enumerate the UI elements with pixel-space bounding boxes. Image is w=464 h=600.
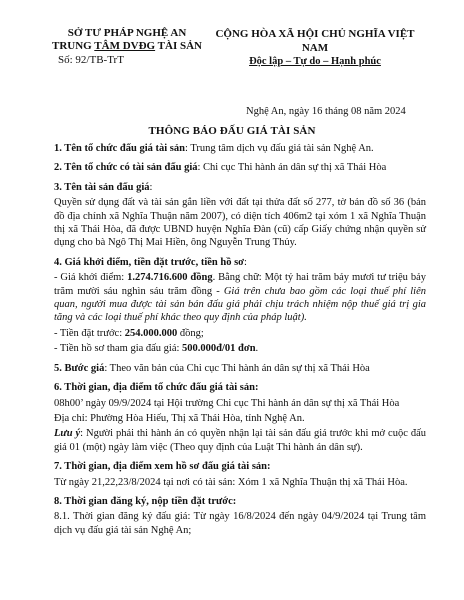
- file-fee: - Tiền hồ sơ tham gia đấu giá: 500.000đ/01 đơn.: [54, 343, 259, 355]
- section-2: 2. Tên tổ chức có tài sản đấu giá: Chi cục Thi hành án dân sự thị xã Thái Hòa: [54, 162, 387, 174]
- national-header: [204, 27, 426, 69]
- auction-address: Địa chỉ: Phường Hòa Hiếu, Thị xã Thái Hòa, tỉnh Nghệ An.: [54, 412, 305, 424]
- section-7-text: Từ ngày 21,22,23/8/2024 tại nơi có tài sản: Xóm 1 xã Nghĩa Thuận thị xã Thái Hòa.: [54, 476, 408, 488]
- deposit: - Tiền đặt trước: 254.000.000 đồng;: [54, 327, 204, 339]
- org-line1: SỞ TƯ PHÁP NGHỆ AN: [67, 27, 187, 39]
- issuing-org-header: [52, 27, 202, 67]
- section-8-text: 8.1. Thời gian đăng ký đấu giá: Từ ngày 16/8/2024 đến ngày 04/9/2024 tại Trung tâm dịch vụ đấu giá tài sản Nghệ An;: [54, 511, 426, 536]
- starting-price: - Giá khởi điểm: 1.274.716.600 đồng. Bằng chữ: Một tỷ hai trăm bảy mươi tư triệu bảy trăm mười sáu nghìn sáu trăm đồng - Giá trên chưa bao gồm các loại thuế phí liên quan, người mua được tài sản bán đấu giá phải chịu trách nhiệm nộp thuế giá trị gia tăng và các loại thuế phí khác theo quy định của pháp luật).: [54, 272, 427, 324]
- date-line: Nghệ An, ngày 16 tháng 08 năm 2024: [246, 106, 406, 117]
- section-3-text: Quyền sử dụng đất và tài sản gắn liền với đất tại thửa đất số 277, tờ bản đồ số 36 (bản đồ địa chính xã Nghĩa Thuận năm 2007), có diện tích 406m2 tại xóm 1 xã Nghĩa Thuận thị xã Thái Hòa, đã được UBND huyện Nghĩa Đàn (cũ) cấp Giấy chứng nhận quyền sử dụng cho bà Ngô Thị Mai Hiền, ông Nguyễn Trung Thủy.: [54, 197, 426, 249]
- section-7-heading: 7. Thời gian, địa điểm xem hồ sơ đấu giá tài sản:: [54, 461, 271, 473]
- section-5: 5. Bước giá: Theo văn bản của Chi cục Thi hành án dân sự thị xã Thái Hòa: [54, 362, 370, 374]
- document-number: Số: 92/TB-TrT: [58, 54, 124, 66]
- auction-note: Lưu ý: Người phải thi hành án có quyền nhận lại tài sản đấu giá trước khi mở cuộc đấu giá 01 (một) ngày làm việc (Theo quy định của Luật Thi hành án dân sự).: [54, 428, 426, 453]
- document-body: [54, 142, 426, 543]
- section-3-heading: 3. Tên tài sản đấu giá:: [54, 181, 153, 193]
- auction-time: 08h00’ ngày 09/9/2024 tại Hội trường Chi cục Thi hành án dân sự thị xã Thái Hòa: [54, 397, 400, 409]
- org-line2: TRUNG TÂM DVĐG TÀI SẢN: [52, 40, 202, 52]
- country-name: CỘNG HÒA XÃ HỘI CHỦ NGHĨA VIỆT NAM: [215, 28, 415, 54]
- section-6-heading: 6. Thời gian, địa điểm tổ chức đấu giá tài sản:: [54, 382, 259, 394]
- page-title: THÔNG BÁO ĐẤU GIÁ TÀI SẢN: [148, 125, 316, 137]
- national-motto: Độc lập – Tự do – Hạnh phúc: [249, 56, 381, 67]
- section-1: 1. Tên tổ chức đấu giá tài sản: Trung tâm dịch vụ đấu giá tài sản Nghệ An.: [54, 143, 374, 154]
- section-4-heading: 4. Giá khởi điểm, tiền đặt trước, tiền hồ sơ:: [54, 256, 247, 268]
- section-8-heading: 8. Thời gian đăng ký, nộp tiền đặt trước:: [54, 495, 237, 507]
